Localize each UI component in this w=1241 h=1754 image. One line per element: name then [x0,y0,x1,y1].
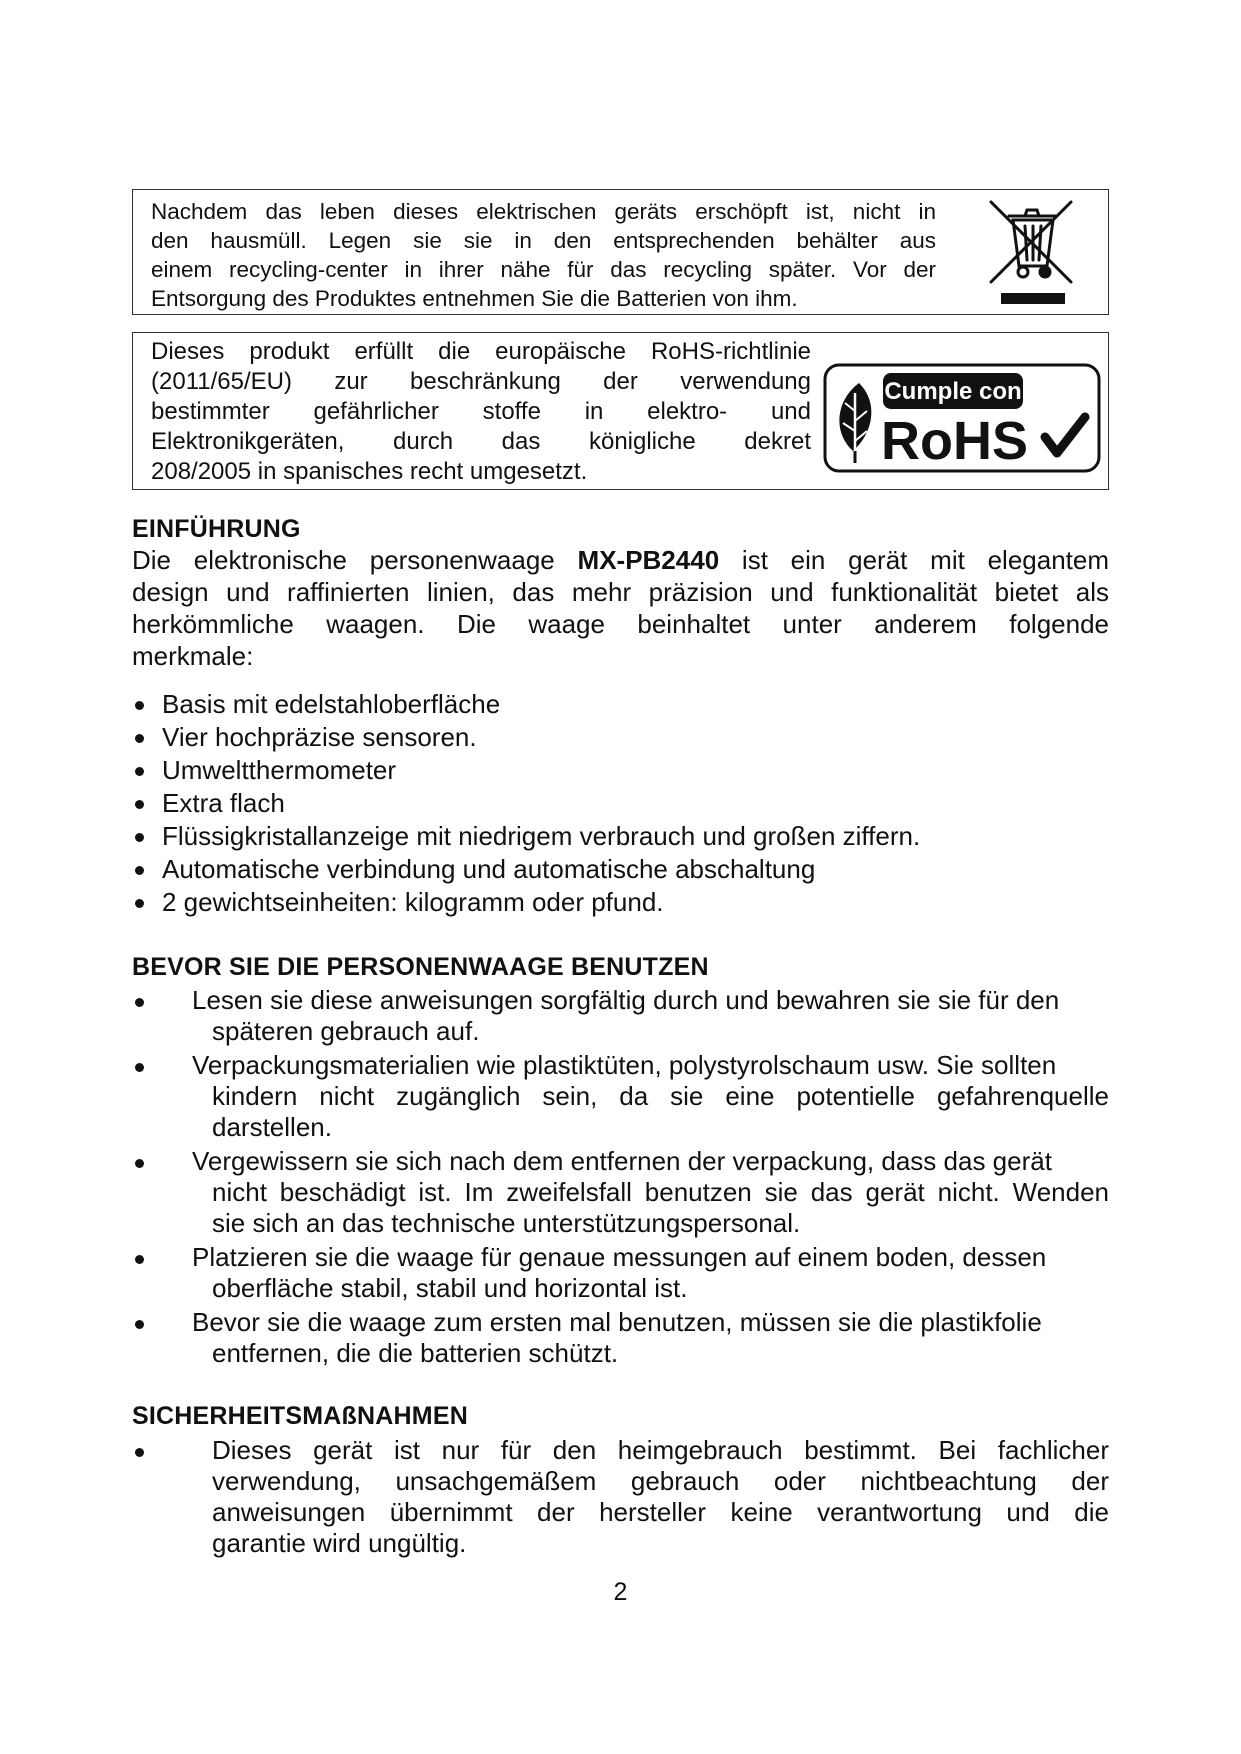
list-item [132,1050,1109,1143]
rohs-mark-text: RoHS [881,411,1028,471]
intro-line: merkmale: [132,641,254,671]
weee-notice-box [132,189,1109,315]
list-item [132,1307,1109,1369]
weee-line: den hausmüll. Legen sie sie in den entsprechenden behälter aus [151,228,936,253]
item-line: garantie wird ungültig. [212,1528,467,1558]
list-item [132,886,1109,919]
rohs-notice-text [151,337,811,487]
list-item [132,1242,1109,1304]
rohs-line: Elektronikgeräten, durch das königliche dekret [151,428,811,455]
safety-list [132,1435,1109,1559]
bullet-icon [135,1255,144,1264]
weee-line: einem recycling-center in ihrer nähe für das recycling später. Vor der [151,257,936,282]
intro-line [132,544,1109,576]
bullet-icon [135,701,144,710]
intro-title: EINFÜHRUNG [132,515,301,543]
list-item [132,820,1109,853]
before-use-title: BEVOR SIE DIE PERSONENWAAGE BENUTZEN [132,953,709,981]
bullet-icon [135,1448,144,1457]
weee-line: Entsorgung des Produktes entnehmen Sie die Batterien von ihm. [151,286,798,311]
item-first-line: Verpackungsmaterialien wie plastiktüten, polystyrolschaum usw. Sie sollten [192,1050,1057,1080]
list-item [132,787,1109,820]
intro-paragraph [132,544,1109,672]
list-item [132,1146,1109,1239]
feature-text: 2 gewichtseinheiten: kilogramm oder pfund. [162,887,664,917]
feature-text: Vier hochpräzise sensoren. [162,722,477,752]
crossed-bin-icon [981,196,1083,308]
list-item [132,721,1109,754]
intro-text: Die elektronische personenwaage [132,545,578,575]
intro-line: design und raffinierten linien, das mehr präzision und funktionalität bietet als [132,577,1109,607]
rohs-line: bestimmter gefährlicher stoffe in elektro- und [151,398,811,425]
item-first-line: Bevor sie die waage zum ersten mal benutzen, müssen sie die plastikfolie [192,1307,1042,1337]
feature-text: Basis mit edelstahloberfläche [162,689,501,719]
item-first-line: Vergewissern sie sich nach dem entfernen der verpackung, dass das gerät [192,1146,1052,1176]
page-number: 2 [613,1578,628,1606]
item-line: verwendung, unsachgemäßem gebrauch oder nichtbeachtung der [212,1466,1109,1496]
weee-notice-text [151,197,936,313]
bullet-icon [135,1159,144,1168]
bullet-icon [135,800,144,809]
feature-text: Extra flach [162,788,285,818]
item-line: kindern nicht zugänglich sein, da sie eine potentielle gefahrenquelle [212,1081,1109,1111]
list-item [132,754,1109,787]
bullet-icon [135,866,144,875]
item-first-line: Platzieren sie die waage für genaue messungen auf einem boden, dessen [192,1242,1047,1272]
bullet-icon [135,1063,144,1072]
intro-text: ist ein gerät mit elegantem [719,545,1109,575]
rohs-line: 208/2005 in spanisches recht umgesetzt. [151,458,588,485]
item-line: späteren gebrauch auf. [212,1016,480,1046]
weee-line: Nachdem das leben dieses elektrischen geräts erschöpft ist, nicht in [151,199,936,224]
bullet-icon [135,998,144,1007]
bullet-icon [135,1320,144,1329]
feature-text: Umweltthermometer [162,755,397,785]
feature-text: Flüssigkristallanzeige mit niedrigem verbrauch und großen ziffern. [162,821,921,851]
rohs-badge-text: Cumple con [884,378,1022,405]
item-first-line: Dieses gerät ist nur für den heimgebrauch bestimmt. Bei fachlicher [212,1435,1109,1465]
list-item [132,688,1109,721]
before-use-list [132,985,1109,1369]
bullet-icon [135,767,144,776]
model-number: MX-PB2440 [577,545,720,575]
rohs-line: (2011/65/EU) zur beschränkung der verwendung [151,368,811,395]
item-line: entfernen, die die batterien schützt. [212,1338,619,1368]
feature-list [132,688,1109,919]
rohs-compliance-logo [823,363,1101,473]
rohs-line: Dieses produkt erfüllt die europäische RoHS-richtlinie [151,338,811,365]
bullet-icon [135,899,144,908]
item-line: darstellen. [212,1112,332,1142]
item-line: nicht beschädigt ist. Im zweifelsfall benutzen sie das gerät nicht. Wenden [212,1177,1109,1207]
item-line: anweisungen übernimmt der hersteller keine verantwortung und die [212,1497,1109,1527]
list-item [132,853,1109,886]
safety-title: SICHERHEITSMAßNAHMEN [132,1402,468,1430]
bullet-icon [135,734,144,743]
list-item [132,985,1109,1047]
rohs-notice-box [132,332,1109,490]
item-line: sie sich an das technische unterstützungspersonal. [212,1208,801,1238]
feature-text: Automatische verbindung und automatische abschaltung [162,854,816,884]
list-item [132,1435,1109,1559]
item-first-line: Lesen sie diese anweisungen sorgfältig durch und bewahren sie sie für den [192,985,1060,1015]
bullet-icon [135,833,144,842]
item-line: oberfläche stabil, stabil und horizontal ist. [212,1273,688,1303]
intro-line: herkömmliche waagen. Die waage beinhaltet unter anderem folgende [132,609,1109,639]
